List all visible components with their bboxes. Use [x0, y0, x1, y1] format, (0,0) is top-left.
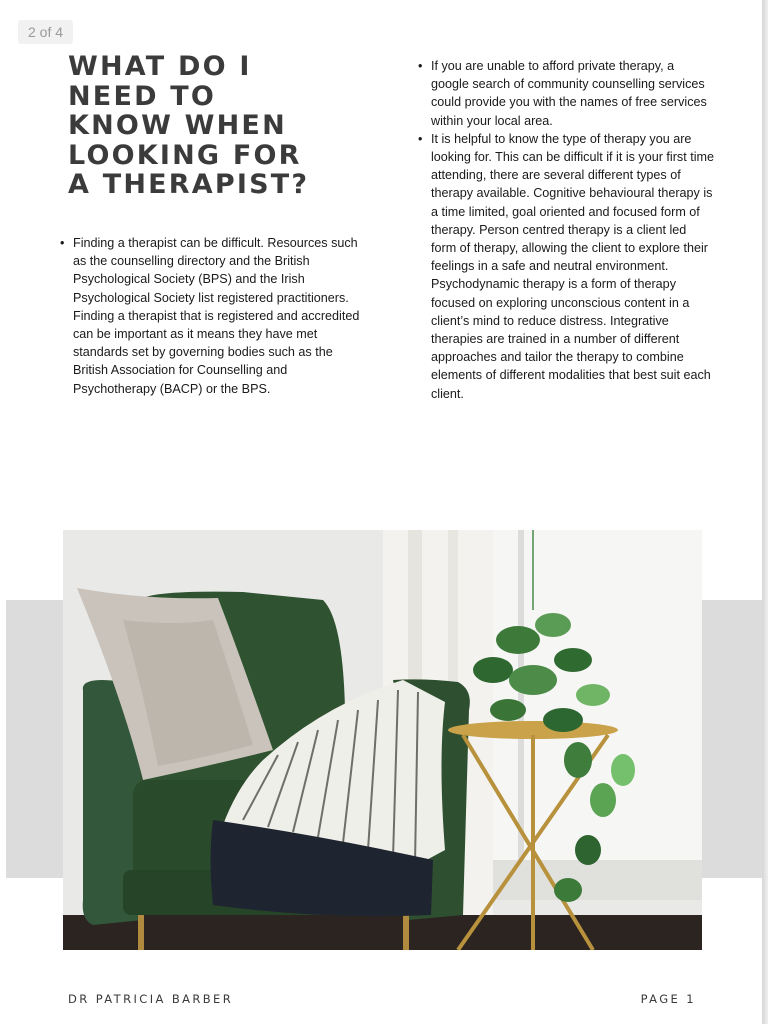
chair-leg	[403, 915, 409, 950]
footer-author: DR PATRICIA BARBER	[68, 992, 234, 1006]
list-item: • Finding a therapist can be difficult. Resources such as the counselling directory and the British Psychological Society (BPS) and the Irish Psychological Society list registered practitioners. Finding a therapist that is registered and accredited can be important as it means they have met standards set by governing bodies such as the British Association for Counselling and Psychotherapy (BACP) or the BPS.	[60, 234, 360, 398]
armchair-photo	[63, 530, 702, 950]
list-item: • If you are unable to afford private therapy, a google search of community counselling services could provide you with the names of free services within your local area.	[418, 57, 714, 130]
right-column-list	[418, 57, 714, 403]
page-title: WHAT DO I NEED TO KNOW WHEN LOOKING FOR A THERAPIST?	[68, 51, 310, 200]
list-item: • It is helpful to know the type of therapy you are looking for. This can be difficult if it is your first time attending, there are several different types of therapy available. Cognitive behavioural therapy is a time limited, goal oriented and focused form of therapy. Person centred therapy is a client led form of therapy, allowing the client to explore their feelings in a safe and neutral environment. Psychodynamic therapy is a form of therapy focused on exploring unconscious content in a client’s mind to reduce distress. Integrative therapies are trained in a number of different approaches and tailor the therapy to combine elements of different modalities that best suit each client.	[418, 130, 714, 403]
window-frame	[518, 530, 524, 860]
chair-leg	[138, 915, 144, 950]
page-edge	[762, 0, 768, 1024]
floor	[63, 915, 702, 950]
left-column-list	[60, 234, 360, 398]
baseboard	[493, 860, 702, 900]
page-indicator: 2 of 4	[18, 20, 73, 44]
footer-page-number: PAGE 1	[640, 992, 696, 1006]
